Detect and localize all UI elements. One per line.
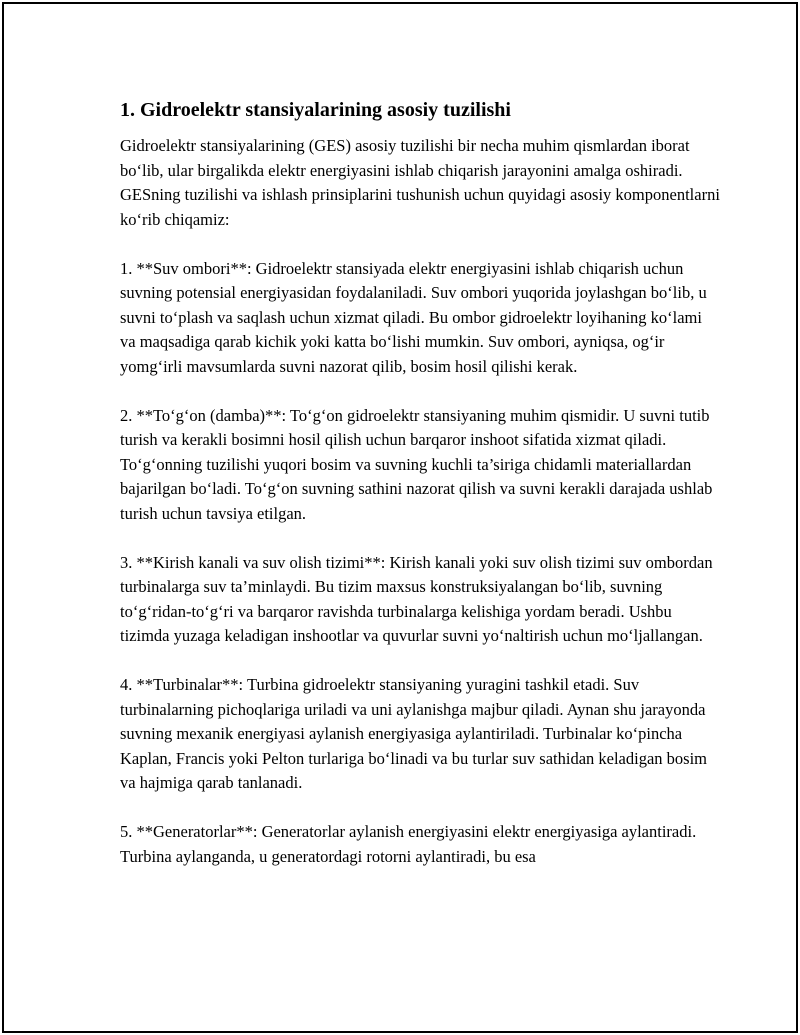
paragraph-kirish-kanali: 3. **Kirish kanali va suv olish tizimi**: Kirish kanali yoki suv olish tizimi suv ombordan turbinalarga suv ta’minlaydi. Bu tizim maxsus konstruksiyalangan bo‘lib, suvning to‘g‘ridan-to‘g‘ri va barqaror ravishda turbinalarga kelishiga yordam beradi. Ushbu tizimda yuzaga keladigan inshootlar va quvurlar suvni yo‘naltirish uchun mo‘ljallangan.: [120, 552, 713, 645]
paragraph-suv-ombori: 1. **Suv ombori**: Gidroelektr stansiyada elektr energiyasini ishlab chiqarish uchun suvning potensial energiyasidan foydalaniladi. Suv ombori yuqorida joylashgan bo‘lib, u suvni to‘plash va saqlash uchun xizmat qiladi. Bu ombor gidroelektr loyihaning ko‘lami va maqsadiga qarab kichik yoki katta bo‘lishi mumkin. Suv ombori, ayniqsa, og‘ir yomg‘irli mavsumlarda suvni nazorat qilib, bosim hosil qilishi kerak.: [120, 258, 707, 376]
intro-paragraph: Gidroelektr stansiyalarining (GES) asosiy tuzilishi bir necha muhim qismlardan iborat bo‘lib, ular birgalikda elektr energiyasini ishlab chiqarish jarayonini amalga oshiradi. GESning tuzilishi va ishlash prinsiplarini tushunish uchun quyidagi asosiy komponentlarni ko‘rib chiqamiz:: [120, 136, 720, 229]
paragraph-togon: 2. **To‘g‘on (damba)**: To‘g‘on gidroelektr stansiyaning muhim qismidir. U suvni tutib turish va kerakli bosimni hosil qilish uchun barqaror inshoot sifatida xizmat qiladi. To‘g‘onning tuzilishi yuqori bosim va suvning kuchli ta’siriga chidamli materiallardan bajarilgan bo‘ladi. To‘g‘on suvning sathini nazorat qilish va suvni kerakli darajada ushlab turish uchun tavsiya etilgan.: [120, 405, 713, 523]
paragraph-turbinalar: 4. **Turbinalar**: Turbina gidroelektr stansiyaning yuragini tashkil etadi. Suv turbinalarning pichoqlariga uriladi va uni aylanishga majbur qiladi. Aynan shu jarayonda suvning mexanik energiyasi aylanish energiyasiga aylantiriladi. Turbinalar ko‘pincha Kaplan, Francis yoki Pelton turlariga bo‘linadi va bu turlar suv sathidan keladigan bosim va hajmiga qarab tanlanadi.: [120, 675, 707, 792]
section-heading: 1. Gidroelektr stansiyalarining asosiy tuzilishi: [120, 99, 511, 121]
document-page: [2, 2, 798, 1033]
document-body: [120, 96, 720, 869]
paragraph-generatorlar: 5. **Generatorlar**: Generatorlar aylanish energiyasini elektr energiyasiga aylantiradi. Turbina aylanganda, u generatordagi rotorni aylantiradi, bu esa: [120, 822, 697, 866]
